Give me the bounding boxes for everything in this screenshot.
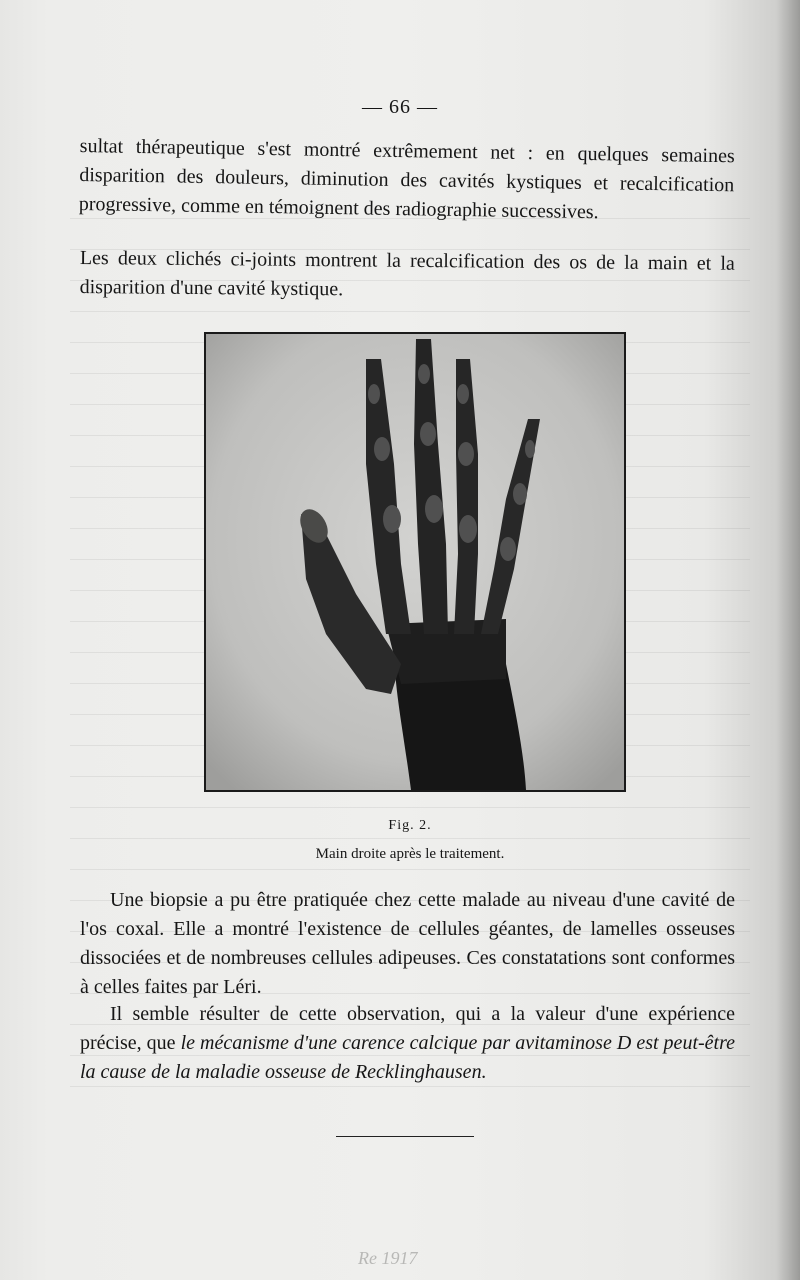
- section-end-rule: [336, 1136, 474, 1137]
- pencil-scribble: Re 1917: [358, 1248, 418, 1268]
- paragraph-conclusion: [80, 1000, 735, 1087]
- hand-xray-image: [206, 334, 624, 790]
- conclusion-plain-text: Il semble résulter de cette observation, qui a la valeur d'une expérience précise, que: [80, 1003, 735, 1054]
- paragraph-biopsy: Une biopsie a pu être pratiquée chez cette malade au niveau d'une cavité de l'os coxal. Elle a montré l'existence de cellules géantes, de lamelles osseuses dissociées et de nombreuses cellules adipeuses. Ces constatations sont conformes à celles faites par Léri.: [80, 889, 735, 998]
- hand-radiograph-figure: [204, 332, 626, 792]
- paragraph-therapeutic-result: sultat thérapeutique s'est montré extrêmement net : en quelques semaines disparition des douleurs, diminution des cavités kystiques et recalcification progressive, comme en témoignent des radiographie successives.: [78, 134, 735, 224]
- conclusion-italic-text: le mécanisme d'une carence calcique par avitaminose D est peut-être la cause de la maladie osseuse de Recklinghausen.: [80, 1032, 736, 1083]
- figure-caption: Main droite après le traitement.: [315, 846, 505, 862]
- page-number: — 66 —: [362, 96, 438, 118]
- figure-label: Fig. 2.: [388, 818, 432, 833]
- paragraph-radiographs: Les deux clichés ci-joints montrent la recalcification des os de la main et la disparition d'une cavité kystique.: [79, 246, 735, 301]
